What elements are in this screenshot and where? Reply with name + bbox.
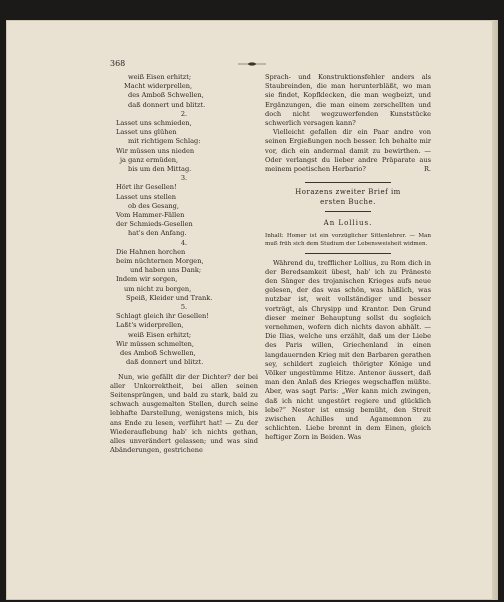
verse-line: weiß Eisen erhitzt; bbox=[128, 73, 192, 81]
verse-block bbox=[110, 119, 258, 174]
verse-line: mit richtigem Schlag: bbox=[128, 137, 201, 146]
verse-line: der Schmieds-Gesellen bbox=[116, 220, 193, 229]
verse-line: des Amboß Schwellen, bbox=[120, 349, 196, 358]
verse-line: Lasset uns stellen bbox=[116, 192, 177, 201]
section-title: Horazens zweiter Brief im bbox=[295, 188, 401, 197]
verse-line: beim nüchternen Morgen, bbox=[116, 257, 204, 266]
addressee-heading: An Lollius. bbox=[323, 219, 373, 228]
paragraph: Vielleicht gefallen dir ein Paar andre von seinen Ergießungen noch besser. Ich behalte mir vor, dich ein andermal damit zu bewirthen. — Oder verlangst du lieber andre Präparate aus meinem poetischen Herbario? bbox=[265, 128, 431, 174]
verse-line: Lasset uns glühen bbox=[116, 128, 177, 137]
letter-body: Während du, trefflicher Lollius, zu Rom dich in der Beredsamkeit übest, hab' ich zu Präneste den Sänger des trojanischen Krieges aufs neue gelesen, der das was schön, was häßlich, was nutzbar ist, weit vollständiger und besser vorträgt, als Chrysipp und Krantor. Den Grund dieser meiner Behauptung sollst du sogleich vernehmen, wofern dich nichts davon abhält. — Die Ilias, welche uns erzählt, daß um der Liebe des Paris willen, Griechenland in einen langdauernden Krieg mit den Barbaren gerathen sey, schildert zugleich thörigter Könige und Völker ungestümme Hitze. Antenor äussert, daß man den Anlaß des Krieges wegschaffen müßte. Aber, was sagt Paris: „Wer kann mich zwingen, daß ich nicht ungestört regiere und glücklich lebe?“ Nestor ist emsig bemüht, den Streit zwischen Achilles und Agamemnon zu schlichten. Liebe brennt in dem Einen, gleich heftiger Zorn in Beiden. Was bbox=[265, 258, 431, 442]
signature: R. bbox=[423, 165, 431, 174]
verse-line: weiß Eisen erhitzt; bbox=[128, 330, 192, 339]
right-column bbox=[265, 73, 431, 443]
section-title: ersten Buche. bbox=[320, 198, 376, 207]
verse-line: Laßt's widerprellen, bbox=[116, 321, 184, 330]
verse-line: Speiß, Kleider und Trank. bbox=[126, 293, 213, 302]
page-number: 368 bbox=[110, 59, 126, 68]
verse-line: Vom Hammer-Fällen bbox=[116, 211, 185, 220]
section-divider bbox=[305, 182, 391, 183]
verse-line: ob des Gesang, bbox=[128, 201, 179, 210]
verse-line: daß donnert und blitzt. bbox=[128, 100, 206, 109]
verse-line: ja ganz ermüden, bbox=[120, 155, 179, 164]
header-ornament bbox=[238, 61, 266, 67]
verse-line: Wir müssen uns nieden bbox=[116, 146, 195, 155]
verse-line: Macht widerprellen, bbox=[124, 82, 193, 91]
verse-line: Hört ihr Gesellen! bbox=[116, 183, 177, 192]
summary-text: Inhalt: Homer ist ein vorzüglicher Sittenlehrer. — Man muß früh sich dem Studium der Lebensweisheit widmen. bbox=[265, 233, 431, 248]
verse-block bbox=[110, 312, 258, 367]
stanza-number: 2. bbox=[180, 109, 188, 118]
left-column bbox=[110, 73, 258, 455]
stanza-number: 5. bbox=[180, 303, 188, 312]
closing-paragraph: Nun, wie gefällt dir der Dichter? der bei aller Unkorrektheit, bei allen seinen Seitensprüngen, und bald zu stark, bald zu schwach ausgemalten Stellen, durch seine lebhafte Darstellung, wenigstens mich, bis ans Ende zu lesen, verführt hat! — Zu der Wiederauflebung hab' ich nichts gethan, alles unverändert gelassen; und was sind Abänderungen, gestrichene bbox=[110, 372, 258, 455]
section-divider bbox=[305, 253, 391, 254]
section-divider bbox=[325, 211, 371, 212]
verse-line: und haben uns Dank; bbox=[130, 266, 202, 275]
verse-block bbox=[110, 183, 258, 238]
verse-line: des Amboß Schwellen, bbox=[128, 91, 204, 100]
stanza-number: 4. bbox=[180, 238, 188, 247]
verse-line: Die Hahnen horchen bbox=[116, 247, 186, 256]
book-page bbox=[6, 20, 498, 600]
verse-block bbox=[110, 248, 258, 303]
verse-line: bis um den Mittag. bbox=[128, 165, 192, 174]
verse-line: Schlagt gleich ihr Gesellen! bbox=[116, 312, 209, 321]
verse-line: hat's den Anfang. bbox=[128, 229, 187, 238]
verse-line: daß donnert und blitzt. bbox=[126, 358, 204, 367]
verse-line: um nicht zu borgen, bbox=[124, 284, 192, 293]
verse-line: Lasset uns schmieden, bbox=[116, 119, 192, 128]
verse-line: Wir müssen schmelten, bbox=[116, 339, 195, 348]
stanza-number: 3. bbox=[180, 174, 188, 183]
paragraph: Sprach- und Konstruktionsfehler anders als Staubreinden, die man herunterbläßt, wo man sie findet, Kopfklecken, die man wegbeizt, und Ergänzungen, die man einem zerschellten und doch nicht wegzuwerfenden Kunststücke schwerlich versagen kann? bbox=[265, 73, 431, 128]
verse-block bbox=[110, 73, 258, 110]
verse-line: Indem wir sorgen, bbox=[116, 275, 178, 284]
